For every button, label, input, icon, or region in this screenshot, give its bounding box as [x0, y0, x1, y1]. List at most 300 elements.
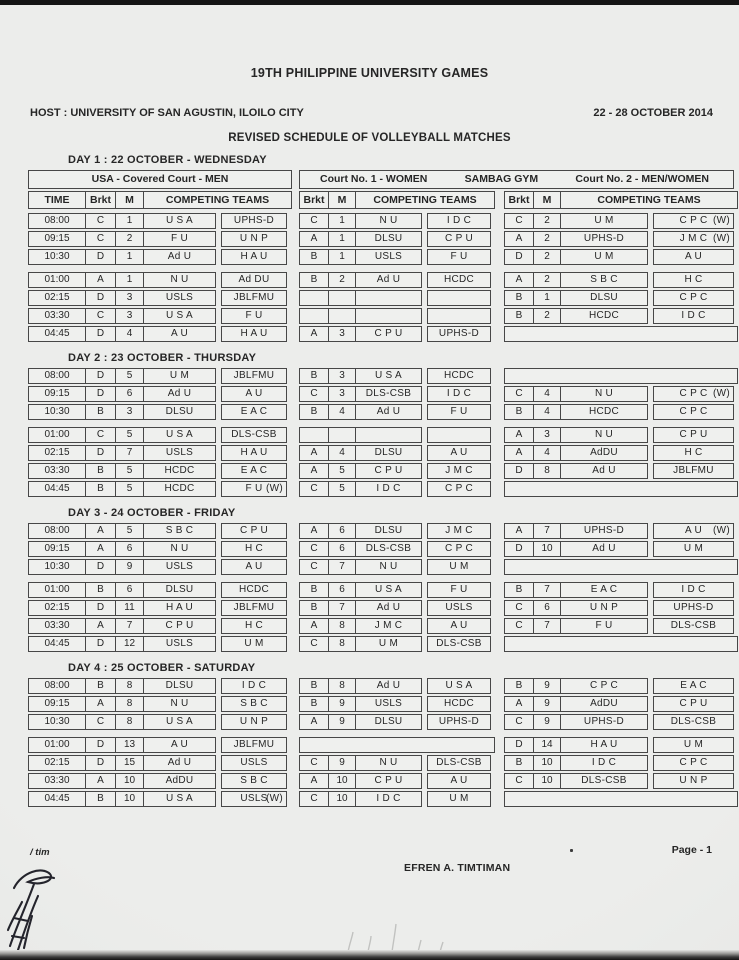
bracket-cell: B	[504, 678, 534, 694]
match-number-cell: 8	[115, 714, 144, 730]
left-court-row	[28, 582, 292, 598]
team-b-cell: A U	[653, 249, 734, 265]
team-a-cell: U S A	[143, 791, 216, 807]
bracket-header: Brkt	[85, 191, 116, 209]
bracket-cell: A	[504, 523, 534, 539]
match-header: M	[328, 191, 356, 209]
team-b-cell: C P C	[653, 404, 734, 420]
bracket-cell: D	[85, 737, 116, 753]
schedule-row	[0, 791, 739, 807]
match-number-cell: 7	[328, 600, 356, 616]
team-b-cell: C P U	[221, 523, 287, 539]
match-number-cell: 1	[115, 213, 144, 229]
team-a-cell: HCDC	[143, 463, 216, 479]
left-court-row	[28, 600, 292, 616]
schedule-row	[0, 600, 739, 616]
bracket-cell: A	[85, 272, 116, 288]
team-a-cell: S B C	[560, 272, 648, 288]
mid-court-row	[299, 600, 495, 616]
team-b-cell: J M C	[427, 523, 491, 539]
team-b-cell	[427, 427, 491, 443]
left-court-row	[28, 618, 292, 634]
match-number-cell: 10	[533, 755, 561, 771]
bracket-cell: B	[299, 249, 329, 265]
page-title: 19TH PHILIPPINE UNIVERSITY GAMES	[250, 66, 489, 80]
right-court-row	[504, 773, 738, 789]
match-number-cell: 10	[115, 773, 144, 789]
team-a-cell: HCDC	[560, 308, 648, 324]
match-number-cell: 6	[328, 582, 356, 598]
time-cell: 01:00	[28, 427, 86, 443]
bracket-cell: B	[85, 582, 116, 598]
time-cell: 03:30	[28, 308, 86, 324]
bracket-cell: A	[85, 618, 116, 634]
match-number-cell	[328, 290, 356, 306]
right-court-row	[504, 481, 738, 497]
bracket-cell: B	[504, 308, 534, 324]
match-number-cell: 7	[115, 445, 144, 461]
bracket-cell	[299, 290, 329, 306]
left-court-row	[28, 231, 292, 247]
schedule-body	[0, 154, 739, 807]
match-number-cell: 5	[115, 368, 144, 384]
team-b-cell: I D C	[427, 386, 491, 402]
bracket-cell	[299, 308, 329, 324]
women-marker: (W)	[266, 483, 283, 494]
bracket-cell: A	[85, 773, 116, 789]
right-court-row	[504, 290, 738, 306]
team-b-cell: C P C	[653, 755, 734, 771]
time-cell: 08:00	[28, 523, 86, 539]
time-header: TIME	[28, 191, 86, 209]
team-b-cell: F U	[221, 308, 287, 324]
match-number-cell: 14	[533, 737, 561, 753]
bracket-cell: C	[85, 427, 116, 443]
right-court-row	[504, 272, 738, 288]
team-a-cell: DLSU	[143, 404, 216, 420]
match-number-cell: 3	[328, 386, 356, 402]
schedule-row	[0, 445, 739, 461]
match-number-cell: 6	[328, 523, 356, 539]
mid-court-row	[299, 791, 495, 807]
time-cell: 10:30	[28, 559, 86, 575]
team-b-cell: J M C	[427, 463, 491, 479]
schedule-row	[0, 755, 739, 771]
match-number-cell: 1	[533, 290, 561, 306]
women-marker: (W)	[713, 525, 730, 536]
bracket-cell: D	[504, 463, 534, 479]
match-number-cell: 5	[328, 481, 356, 497]
right-court-row	[504, 678, 738, 694]
time-cell: 01:00	[28, 737, 86, 753]
time-cell: 09:15	[28, 541, 86, 557]
empty-merged-cell	[504, 636, 738, 652]
scan-smudge-marks	[340, 918, 460, 954]
match-number-cell: 10	[533, 541, 561, 557]
left-court-row	[28, 326, 292, 342]
venue-court2: Court No. 2 - MEN/WOMEN	[575, 173, 709, 185]
team-a-cell: S B C	[143, 523, 216, 539]
match-header: M	[115, 191, 144, 209]
bracket-cell: A	[504, 445, 534, 461]
team-a-cell: U S A	[143, 213, 216, 229]
right-court-row	[504, 523, 738, 539]
right-court-row	[504, 582, 738, 598]
schedule-row	[0, 618, 739, 634]
schedule-row	[0, 404, 739, 420]
match-number-cell: 9	[115, 559, 144, 575]
team-a-cell: C P C	[560, 678, 648, 694]
team-a-cell	[355, 427, 422, 443]
schedule-row	[0, 481, 739, 497]
schedule-subtitle: REVISED SCHEDULE OF VOLLEYBALL MATCHES	[228, 132, 511, 144]
team-a-cell: U N P	[560, 600, 648, 616]
team-b-cell: H A U	[221, 326, 287, 342]
right-court-row	[504, 326, 738, 342]
team-b-cell: UPHS-D	[427, 714, 491, 730]
time-cell: 04:45	[28, 481, 86, 497]
team-a-cell: J M C	[355, 618, 422, 634]
schedule-row	[0, 678, 739, 694]
team-a-cell	[355, 308, 422, 324]
match-number-cell: 4	[328, 404, 356, 420]
team-a-cell: U S A	[355, 368, 422, 384]
team-a-cell: N U	[560, 386, 648, 402]
match-number-cell: 5	[115, 463, 144, 479]
right-court-row	[504, 427, 738, 443]
bracket-cell: C	[504, 213, 534, 229]
team-b-cell: E A C	[221, 404, 287, 420]
match-number-cell: 9	[533, 696, 561, 712]
right-court-row	[504, 404, 738, 420]
right-court-row	[504, 213, 738, 229]
time-cell: 10:30	[28, 404, 86, 420]
left-court-row	[28, 541, 292, 557]
left-court-row	[28, 272, 292, 288]
team-a-cell: U S A	[143, 427, 216, 443]
match-number-cell: 4	[533, 404, 561, 420]
venue-header-row	[0, 170, 739, 189]
team-a-cell: USLS	[143, 445, 216, 461]
bracket-cell: C	[85, 308, 116, 324]
mid-court-row	[299, 213, 495, 229]
match-number-cell: 9	[328, 714, 356, 730]
competing-teams-header: COMPETING TEAMS	[355, 191, 495, 209]
bracket-cell: B	[504, 290, 534, 306]
team-a-cell: DLS-CSB	[355, 541, 422, 557]
team-b-cell: HCDC	[427, 272, 491, 288]
time-cell: 04:45	[28, 636, 86, 652]
bracket-cell: B	[299, 272, 329, 288]
team-a-cell: U M	[560, 249, 648, 265]
match-number-cell: 2	[328, 272, 356, 288]
schedule-row	[0, 231, 739, 247]
team-a-cell: DLS-CSB	[355, 386, 422, 402]
team-b-cell: U M	[653, 541, 734, 557]
match-number-cell: 4	[533, 386, 561, 402]
team-a-cell: DLSU	[355, 523, 422, 539]
team-b-cell: A U	[221, 559, 287, 575]
bracket-cell: A	[299, 773, 329, 789]
left-court-row	[28, 386, 292, 402]
match-number-cell: 6	[115, 541, 144, 557]
match-number-cell: 2	[533, 249, 561, 265]
team-b-cell	[427, 290, 491, 306]
mid-court-row	[299, 308, 495, 324]
time-cell: 02:15	[28, 600, 86, 616]
mid-court-row	[299, 445, 495, 461]
match-number-cell: 5	[115, 427, 144, 443]
match-number-cell: 1	[328, 231, 356, 247]
right-court-row	[504, 559, 738, 575]
right-court-row	[504, 714, 738, 730]
page-number: Page - 1	[671, 844, 712, 856]
team-a-cell: Ad U	[143, 386, 216, 402]
time-cell: 02:15	[28, 290, 86, 306]
schedule-row	[0, 696, 739, 712]
left-court-row	[28, 755, 292, 771]
team-a-cell: Ad U	[355, 600, 422, 616]
bracket-cell: C	[504, 600, 534, 616]
women-marker: (W)	[713, 233, 730, 244]
team-a-cell: USLS	[143, 636, 216, 652]
team-a-cell: HCDC	[143, 481, 216, 497]
team-b-cell: DLS-CSB	[427, 755, 491, 771]
mid-court-row	[299, 427, 495, 443]
left-court-row	[28, 737, 292, 753]
left-court-row	[28, 213, 292, 229]
team-a-cell: UPHS-D	[560, 523, 648, 539]
team-a-cell: DLSU	[355, 445, 422, 461]
bracket-cell: D	[85, 600, 116, 616]
bracket-cell: A	[299, 523, 329, 539]
bracket-cell: A	[299, 618, 329, 634]
schedule-block	[0, 678, 739, 730]
bracket-cell: D	[85, 368, 116, 384]
team-a-cell: AdDU	[560, 445, 648, 461]
team-b-cell: DLS-CSB	[653, 714, 734, 730]
handwritten-signature	[2, 858, 60, 954]
bracket-cell: C	[299, 559, 329, 575]
team-b-cell: HCDC	[427, 368, 491, 384]
left-court-row	[28, 773, 292, 789]
schedule-row	[0, 463, 739, 479]
mid-court-row	[299, 773, 495, 789]
match-number-cell: 6	[115, 386, 144, 402]
team-b-cell	[427, 308, 491, 324]
bracket-cell: D	[85, 559, 116, 575]
bracket-cell: A	[504, 427, 534, 443]
mid-court-row	[299, 541, 495, 557]
schedule-row	[0, 636, 739, 652]
right-court-row	[504, 636, 738, 652]
team-b-cell: JBLFMU	[221, 368, 287, 384]
match-number-cell	[328, 308, 356, 324]
team-a-cell: H A U	[560, 737, 648, 753]
schedule-row	[0, 213, 739, 229]
bracket-cell: B	[504, 582, 534, 598]
team-b-cell: DLS-CSB	[221, 427, 287, 443]
women-marker: (W)	[266, 793, 283, 804]
left-court-row	[28, 523, 292, 539]
venue-court1: Court No. 1 - WOMEN	[320, 173, 428, 185]
match-number-cell: 9	[533, 678, 561, 694]
match-number-cell: 8	[115, 696, 144, 712]
team-a-cell: Ad U	[355, 404, 422, 420]
day-heading: DAY 1 : 22 OCTOBER - WEDNESDAY	[68, 154, 267, 166]
left-court-row	[28, 290, 292, 306]
mid-court-row	[299, 737, 495, 753]
team-b-cell: F U (W)	[221, 481, 287, 497]
time-cell: 04:45	[28, 791, 86, 807]
match-number-cell: 8	[115, 678, 144, 694]
team-a-cell: HCDC	[560, 404, 648, 420]
bracket-cell: B	[85, 404, 116, 420]
left-court-row	[28, 636, 292, 652]
competing-teams-header: COMPETING TEAMS	[143, 191, 292, 209]
left-court-row	[28, 463, 292, 479]
right-court-row	[504, 791, 738, 807]
team-b-cell: UPHS-D	[221, 213, 287, 229]
team-a-cell: C P U	[355, 773, 422, 789]
team-b-cell: H C	[221, 618, 287, 634]
team-a-cell: N U	[355, 755, 422, 771]
team-a-cell: USLS	[143, 559, 216, 575]
empty-merged-cell	[504, 326, 738, 342]
time-cell: 01:00	[28, 272, 86, 288]
right-court-row	[504, 445, 738, 461]
left-court-row	[28, 427, 292, 443]
team-a-cell: UPHS-D	[560, 231, 648, 247]
match-number-cell	[328, 427, 356, 443]
left-court-row	[28, 445, 292, 461]
bracket-cell: C	[299, 481, 329, 497]
empty-merged-cell	[504, 368, 738, 384]
team-b-cell: I D C	[427, 213, 491, 229]
team-a-cell: U S A	[143, 714, 216, 730]
team-a-cell: N U	[143, 541, 216, 557]
team-b-cell: H C	[653, 272, 734, 288]
bracket-cell: B	[504, 755, 534, 771]
right-court-row	[504, 600, 738, 616]
time-cell: 10:30	[28, 714, 86, 730]
match-number-cell: 7	[328, 559, 356, 575]
match-number-cell: 1	[328, 213, 356, 229]
time-cell: 09:15	[28, 696, 86, 712]
schedule-row	[0, 386, 739, 402]
team-a-cell: H A U	[143, 600, 216, 616]
team-b-cell: H C	[653, 445, 734, 461]
team-a-cell: AdDU	[560, 696, 648, 712]
match-number-cell: 9	[328, 755, 356, 771]
bracket-cell: C	[504, 773, 534, 789]
bracket-cell: A	[299, 714, 329, 730]
competing-teams-header: COMPETING TEAMS	[560, 191, 738, 209]
right-column-headers	[504, 191, 738, 209]
schedule-row	[0, 541, 739, 557]
bracket-cell: B	[85, 463, 116, 479]
schedule-block	[0, 737, 739, 807]
time-cell: 04:45	[28, 326, 86, 342]
match-number-cell: 12	[115, 636, 144, 652]
team-a-cell: F U	[560, 618, 648, 634]
match-number-cell: 2	[533, 308, 561, 324]
team-a-cell: Ad U	[143, 755, 216, 771]
left-court-row	[28, 791, 292, 807]
team-b-cell: J M C (W)	[653, 231, 734, 247]
match-number-cell: 9	[328, 696, 356, 712]
mid-court-row	[299, 696, 495, 712]
bracket-cell: C	[504, 714, 534, 730]
match-number-cell: 3	[115, 290, 144, 306]
typist-initials: / tim	[30, 847, 50, 858]
right-court-row	[504, 308, 738, 324]
right-court-row	[504, 541, 738, 557]
match-number-cell: 4	[328, 445, 356, 461]
schedule-block	[0, 582, 739, 652]
team-a-cell: C P U	[355, 463, 422, 479]
team-b-cell: UPHS-D	[653, 600, 734, 616]
bracket-cell: D	[85, 445, 116, 461]
mid-court-row	[299, 559, 495, 575]
mid-court-row	[299, 231, 495, 247]
team-b-cell: C P U	[653, 427, 734, 443]
match-header: M	[533, 191, 561, 209]
match-number-cell: 7	[115, 618, 144, 634]
right-court-row	[504, 463, 738, 479]
schedule-block	[0, 523, 739, 575]
women-marker: (W)	[713, 388, 730, 399]
bracket-header: Brkt	[299, 191, 329, 209]
venue-left-court: USA - Covered Court - MEN	[28, 170, 292, 189]
team-b-cell: F U	[427, 249, 491, 265]
team-b-cell: JBLFMU	[221, 290, 287, 306]
right-court-row	[504, 696, 738, 712]
team-a-cell: F U	[143, 231, 216, 247]
team-b-cell: U M	[221, 636, 287, 652]
time-cell: 08:00	[28, 213, 86, 229]
team-a-cell: U S A	[355, 582, 422, 598]
schedule-block	[0, 272, 739, 342]
match-number-cell: 2	[533, 213, 561, 229]
signatory-name: EFREN A. TIMTIMAN	[404, 862, 511, 874]
schedule-block	[0, 213, 739, 265]
bracket-cell: B	[299, 600, 329, 616]
time-cell: 08:00	[28, 368, 86, 384]
bracket-cell: D	[504, 737, 534, 753]
team-a-cell: Ad U	[355, 678, 422, 694]
team-b-cell: JBLFMU	[221, 737, 287, 753]
match-number-cell: 7	[533, 618, 561, 634]
left-court-row	[28, 368, 292, 384]
team-a-cell: Ad U	[560, 541, 648, 557]
team-b-cell: U M	[653, 737, 734, 753]
mid-court-row	[299, 386, 495, 402]
mid-column-headers	[299, 191, 495, 209]
bracket-cell: D	[85, 755, 116, 771]
schedule-row	[0, 308, 739, 324]
left-court-row	[28, 308, 292, 324]
left-court-row	[28, 678, 292, 694]
time-cell: 01:00	[28, 582, 86, 598]
team-a-cell: DLSU	[143, 582, 216, 598]
mid-court-row	[299, 618, 495, 634]
bracket-cell: B	[85, 481, 116, 497]
match-number-cell: 7	[533, 582, 561, 598]
bracket-cell: A	[299, 445, 329, 461]
team-b-cell: H A U	[221, 249, 287, 265]
team-a-cell: I D C	[560, 755, 648, 771]
